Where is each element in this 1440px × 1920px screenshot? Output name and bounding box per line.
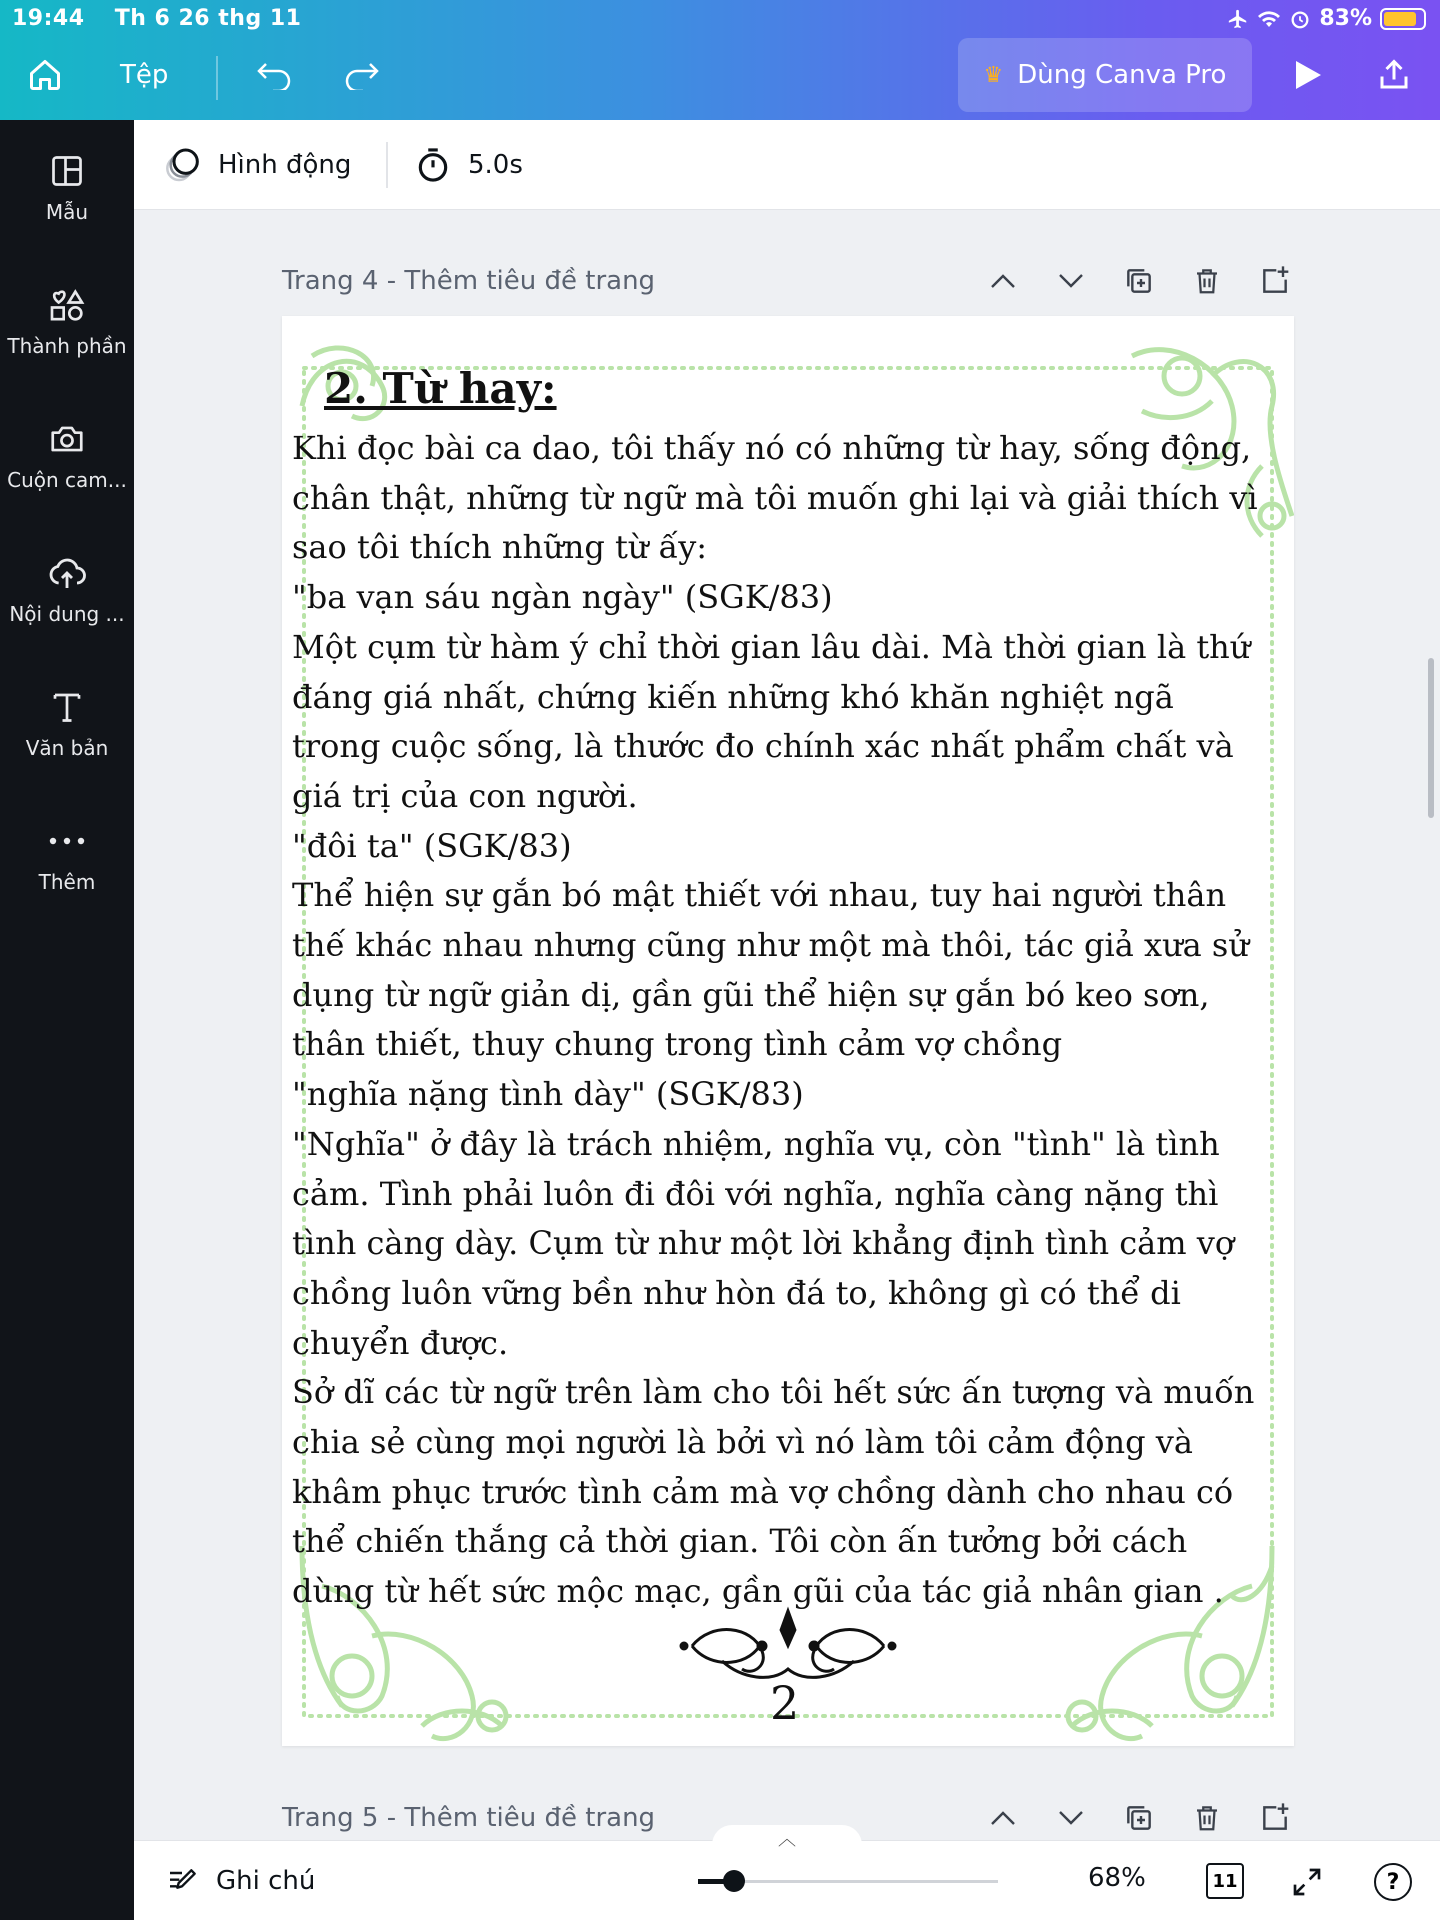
duplicate-page-button[interactable]	[1120, 262, 1158, 300]
elements-icon	[47, 285, 87, 325]
document-line: "đôi ta" (SGK/83)	[292, 826, 572, 865]
redo-button[interactable]	[336, 52, 386, 98]
status-bar-right	[1227, 6, 1426, 31]
document-line: Sở dĩ các từ ngữ trên làm cho tôi hết sức ấn tượng và muốn	[292, 1373, 1255, 1412]
add-page-icon	[1259, 265, 1291, 297]
toolbar-divider	[216, 56, 218, 100]
document-line: khâm phục trước tình cảm mà vợ chồng dành cho nhau có	[292, 1472, 1234, 1511]
vertical-scrollbar[interactable]	[1428, 658, 1434, 818]
document-line: thể chiến thắng cả thời gian. Tôi còn ấn tưởng bởi cách	[292, 1522, 1188, 1561]
delete-page-button[interactable]	[1188, 1799, 1226, 1837]
sidebar-item-label: Mẫu	[45, 200, 89, 224]
battery-icon	[1380, 8, 1426, 30]
left-sidebar	[0, 120, 134, 1920]
page-title-placeholder: - Thêm tiêu đề trang	[386, 1803, 656, 1833]
document-line: chia sẻ cùng mọi người là bởi vì nó làm tôi cảm động và	[292, 1423, 1193, 1462]
file-menu-button[interactable]: Tệp	[120, 60, 169, 90]
cloud-upload-icon	[46, 553, 88, 593]
page-number: 2	[770, 1676, 800, 1730]
template-icon	[49, 153, 85, 189]
zoom-slider-handle[interactable]	[723, 1870, 745, 1892]
chevron-up-icon	[989, 272, 1017, 290]
animation-icon	[164, 145, 204, 185]
zoom-slider[interactable]	[698, 1880, 998, 1883]
sidebar-item-label: Văn bản	[25, 736, 109, 760]
status-date: Th 6 26 thg 11	[114, 6, 302, 31]
document-line: chân thật, những từ ngữ mà tôi muốn ghi lại và giải thích vì	[292, 478, 1258, 517]
document-line: thế khác nhau nhưng cũng như một mà thôi, tác giả xưa sử	[292, 926, 1249, 965]
sidebar-item-label: Cuộn cam...	[7, 468, 127, 492]
context-toolbar	[134, 120, 1440, 210]
animate-label: Hình động	[218, 150, 352, 180]
add-page-button[interactable]	[1256, 262, 1294, 300]
home-button[interactable]	[20, 52, 70, 98]
present-button[interactable]	[1286, 52, 1330, 98]
zoom-level[interactable]: 68%	[1088, 1863, 1146, 1893]
page-actions	[984, 1799, 1294, 1837]
move-page-up-button[interactable]	[984, 262, 1022, 300]
bottom-bar	[134, 1829, 1440, 1920]
canva-pro-label: Dùng Canva Pro	[1017, 60, 1227, 90]
notes-icon	[164, 1865, 200, 1897]
page-header	[282, 256, 1294, 306]
status-bar-left	[12, 6, 323, 31]
document-line: Thể hiện sự gắn bó mật thiết với nhau, tuy hai người thân	[292, 876, 1227, 915]
document-heading[interactable]: 2. Từ hay:	[324, 364, 557, 413]
move-page-up-button[interactable]	[984, 1799, 1022, 1837]
page-grid-button[interactable]: 11	[1206, 1863, 1244, 1899]
sidebar-item-text[interactable]	[0, 684, 134, 760]
document-line: đáng giá nhất, chứng kiến những khó khăn nghiệt ngã	[292, 677, 1174, 716]
chevron-up-icon	[989, 1809, 1017, 1827]
document-line: dụng từ ngữ giản dị, gần gũi thể hiện sự gắn bó keo sơn,	[292, 975, 1210, 1014]
sidebar-item-camera-roll[interactable]	[0, 416, 134, 492]
expand-icon	[1291, 1866, 1323, 1898]
document-line: "nghĩa nặng tình dày" (SGK/83)	[292, 1075, 804, 1114]
delete-page-button[interactable]	[1188, 262, 1226, 300]
duplicate-icon	[1123, 1802, 1155, 1834]
document-line: giá trị của con người.	[292, 776, 638, 815]
battery-fill	[1384, 12, 1416, 26]
status-time: 19:44	[12, 6, 85, 31]
help-button[interactable]	[1374, 1863, 1412, 1901]
document-line: dùng từ hết sức mộc mạc, gần gũi của tác giả nhân gian .	[292, 1572, 1224, 1611]
document-line: "ba vạn sáu ngàn ngày" (SGK/83)	[292, 578, 833, 617]
document-line: tình càng dày. Cụm từ như một lời khẳng định tình cảm vợ	[292, 1224, 1235, 1263]
airplane-icon	[1227, 8, 1249, 30]
sidebar-item-templates[interactable]	[0, 148, 134, 224]
redo-icon	[342, 60, 380, 90]
page-title[interactable]	[282, 1803, 655, 1833]
toolbar-divider	[386, 142, 388, 188]
page-label: Trang 5	[282, 1803, 379, 1833]
sidebar-item-label: Thêm	[38, 870, 96, 894]
page-title-placeholder: - Thêm tiêu đề trang	[386, 266, 656, 296]
move-page-down-button[interactable]	[1052, 262, 1090, 300]
share-icon	[1376, 57, 1412, 93]
page-label: Trang 4	[282, 266, 379, 296]
document-line: "Nghĩa" ở đây là trách nhiệm, nghĩa vụ, còn "tình" là tình	[292, 1124, 1220, 1163]
question-icon: ?	[1386, 1869, 1400, 1895]
battery-percent: 83%	[1319, 6, 1372, 31]
text-icon	[49, 688, 85, 726]
sidebar-item-more[interactable]	[0, 818, 134, 894]
document-line: trong cuộc sống, là thước đo chính xác nhất phẩm chất và	[292, 727, 1234, 766]
stopwatch-icon	[414, 145, 452, 185]
canva-pro-button[interactable]	[958, 38, 1252, 112]
chevron-up-icon: ︿	[778, 1829, 796, 1850]
duplicate-icon	[1123, 265, 1155, 297]
duration-label: 5.0s	[468, 150, 523, 180]
trash-icon	[1192, 265, 1222, 297]
home-icon	[27, 57, 63, 93]
undo-icon	[256, 60, 294, 90]
add-page-button[interactable]	[1256, 1799, 1294, 1837]
page-actions	[984, 262, 1294, 300]
sidebar-item-uploads[interactable]	[0, 550, 134, 626]
document-body[interactable]	[292, 424, 1292, 1617]
trash-icon	[1192, 1802, 1222, 1834]
sidebar-item-elements[interactable]	[0, 282, 134, 358]
document-line: thân thiết, thuy chung trong tình cảm vợ chồng	[292, 1025, 1063, 1064]
fullscreen-button[interactable]	[1288, 1863, 1326, 1901]
undo-button[interactable]	[250, 52, 300, 98]
document-line: Một cụm từ hàm ý chỉ thời gian lâu dài. Mà thời gian là thứ	[292, 627, 1251, 666]
more-icon	[47, 835, 87, 847]
add-page-icon	[1259, 1802, 1291, 1834]
document-line: Khi đọc bài ca dao, tôi thấy nó có những từ hay, sống động,	[292, 429, 1252, 467]
duplicate-page-button[interactable]	[1120, 1799, 1158, 1837]
sidebar-item-label: Thành phần	[7, 334, 127, 358]
page-title[interactable]	[282, 266, 655, 296]
crown-icon: ♛	[983, 62, 1004, 88]
expand-pages-button[interactable]	[712, 1825, 862, 1850]
design-page[interactable]	[282, 316, 1294, 1746]
chevron-down-icon	[1057, 1809, 1085, 1827]
move-page-down-button[interactable]	[1052, 1799, 1090, 1837]
notes-button[interactable]	[164, 1859, 315, 1903]
document-line: chồng luôn vững bền như hòn đá to, không gì có thể di	[292, 1273, 1181, 1312]
document-line: cảm. Tình phải luôn đi đôi với nghĩa, nghĩa càng nặng thì	[292, 1174, 1219, 1213]
play-icon	[1293, 59, 1323, 91]
chevron-down-icon	[1057, 272, 1085, 290]
top-bar	[0, 0, 1440, 120]
animate-button[interactable]	[164, 142, 351, 188]
notes-label: Ghi chú	[216, 1866, 316, 1896]
alarm-icon	[1289, 8, 1311, 30]
duration-button[interactable]	[414, 142, 523, 188]
camera-icon	[48, 420, 86, 458]
share-button[interactable]	[1372, 52, 1416, 98]
wifi-icon	[1257, 9, 1281, 29]
document-line: chuyển được.	[292, 1323, 509, 1362]
document-line: sao tôi thích những từ ấy:	[292, 528, 708, 567]
sidebar-item-label: Nội dung ...	[9, 602, 125, 626]
